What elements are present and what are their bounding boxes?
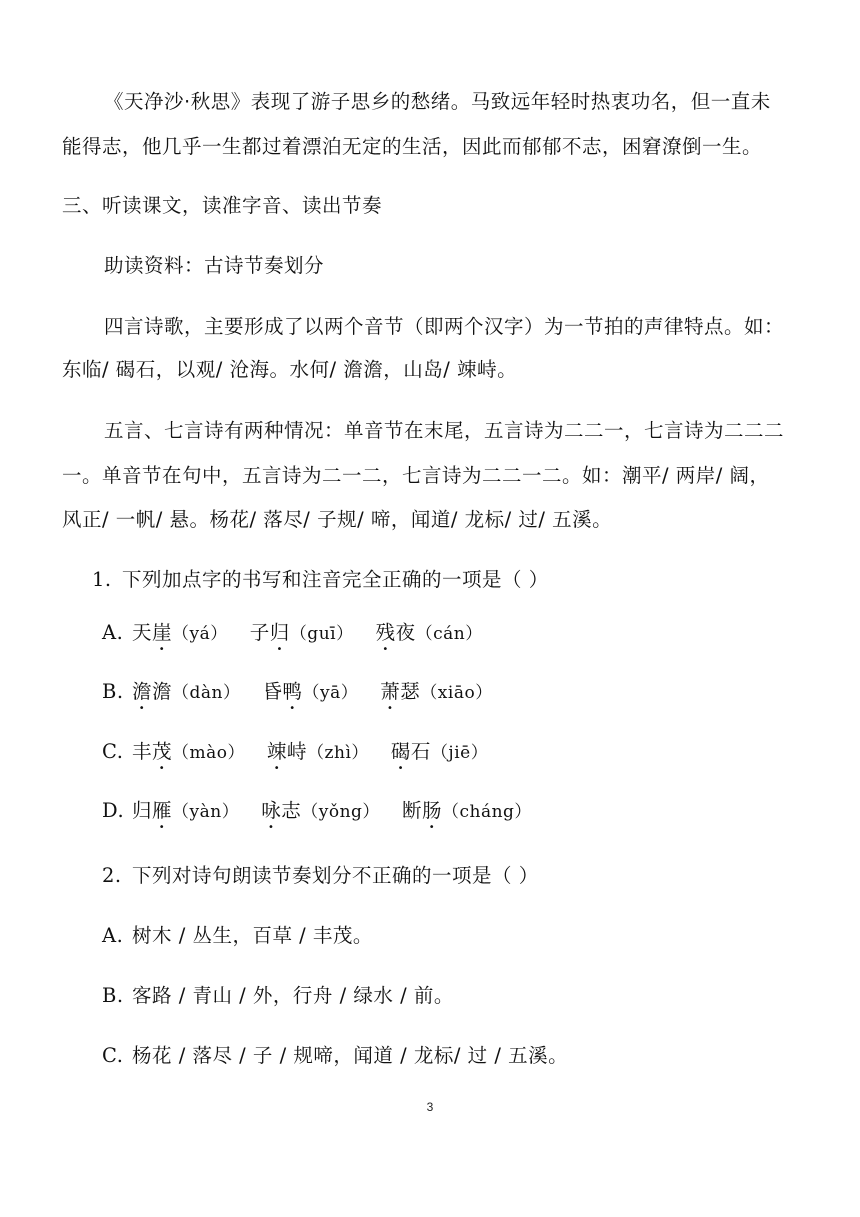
question-1 xyxy=(92,566,549,594)
pinyin: （xiāo） xyxy=(420,683,493,703)
question-1-option-c[interactable] xyxy=(102,738,488,774)
option-word: 夜 xyxy=(395,621,416,644)
option-word: 澹 xyxy=(152,680,173,703)
option-word: 峙 xyxy=(287,740,308,763)
dotted-char: 鸭 xyxy=(282,680,303,703)
dotted-char: 碣 xyxy=(390,740,411,763)
option-word: 石 xyxy=(410,740,431,763)
dotted-char: 雁 xyxy=(152,799,173,822)
question-2-number: 2. xyxy=(102,864,122,887)
pinyin: （cháng） xyxy=(441,802,532,822)
option-label: B. xyxy=(102,680,124,703)
pinyin: （yā） xyxy=(302,683,359,703)
option-label: A. xyxy=(102,621,124,644)
dotted-char: 茂 xyxy=(152,740,173,763)
pinyin: （dàn） xyxy=(172,683,241,703)
option-text: 树木 / 丛生，百草 / 丰茂。 xyxy=(132,924,373,947)
option-word: 瑟 xyxy=(400,680,421,703)
pinyin: （guī） xyxy=(289,624,354,644)
paragraph-five-seven-line-3: 风正/ 一帆/ 悬。杨花/ 落尽/ 子规/ 啼，闻道/ 龙标/ 过/ 五溪。 xyxy=(62,508,613,531)
dotted-char: 竦 xyxy=(267,740,288,763)
dotted-char: 肠 xyxy=(421,799,442,822)
pinyin: （zhì） xyxy=(307,743,369,763)
paragraph-five-seven-line-2: 一。单音节在句中，五言诗为二一二，七言诗为二二一二。如：潮平/ 两岸/ 阔， xyxy=(62,464,770,487)
option-label: C. xyxy=(102,740,124,763)
dotted-char: 咏 xyxy=(261,799,282,822)
option-word: 志 xyxy=(281,799,302,822)
question-2 xyxy=(102,862,539,890)
option-word: 天 xyxy=(132,621,153,644)
section-heading-3: 三、听读课文，读准字音、读出节奏 xyxy=(62,194,383,217)
question-1-text: 下列加点字的书写和注音完全正确的一项是（ ） xyxy=(122,568,549,591)
option-word: 丰 xyxy=(132,740,153,763)
paragraph-intro-line-1: 《天净沙·秋思》表现了游子思乡的愁绪。马致远年轻时热衷功名，但一直未 xyxy=(104,90,771,113)
question-1-number: 1. xyxy=(92,568,112,591)
pinyin: （mào） xyxy=(172,743,246,763)
dotted-char: 澹 xyxy=(132,680,153,703)
pinyin: （yàn） xyxy=(172,802,240,822)
option-label: D. xyxy=(102,799,125,822)
page-number: 3 xyxy=(426,1100,434,1114)
question-2-option-b[interactable] xyxy=(102,982,454,1010)
dotted-char: 归 xyxy=(269,621,290,644)
paragraph-five-seven-line-1: 五言、七言诗有两种情况：单音节在末尾，五言诗为二二一，七言诗为二二二 xyxy=(104,419,785,442)
aid-material-title: 助读资料：古诗节奏划分 xyxy=(104,254,325,277)
question-1-option-a[interactable] xyxy=(102,619,483,655)
option-label: A. xyxy=(102,924,124,947)
dotted-char: 崖 xyxy=(152,621,173,644)
pinyin: （cán） xyxy=(415,624,483,644)
paragraph-intro-line-2: 能得志，他几乎一生都过着漂泊无定的生活，因此而郁郁不志，困窘潦倒一生。 xyxy=(62,135,763,158)
option-word: 子 xyxy=(249,621,270,644)
question-2-option-c[interactable] xyxy=(102,1042,568,1070)
option-text: 客路 / 青山 / 外，行舟 / 绿水 / 前。 xyxy=(132,984,454,1007)
paragraph-four-char-line-2: 东临/ 碣石，以观/ 沧海。水何/ 澹澹，山岛/ 竦峙。 xyxy=(62,358,518,381)
option-word: 昏 xyxy=(262,680,283,703)
option-label: B. xyxy=(102,984,124,1007)
question-2-option-a[interactable] xyxy=(102,922,373,950)
pinyin: （yá） xyxy=(172,624,228,644)
option-word: 归 xyxy=(132,799,153,822)
option-text: 杨花 / 落尽 / 子 / 规啼，闻道 / 龙标/ 过 / 五溪。 xyxy=(132,1044,569,1067)
dotted-char: 残 xyxy=(375,621,396,644)
dotted-char: 萧 xyxy=(380,680,401,703)
question-2-text: 下列对诗句朗读节奏划分不正确的一项是（ ） xyxy=(132,864,539,887)
option-word: 断 xyxy=(401,799,422,822)
question-1-option-d[interactable] xyxy=(102,797,532,833)
pinyin: （yǒng） xyxy=(301,802,380,822)
question-1-option-b[interactable] xyxy=(102,678,493,714)
pinyin: （jiē） xyxy=(430,743,489,763)
option-label: C. xyxy=(102,1044,124,1067)
paragraph-four-char-line-1: 四言诗歌，主要形成了以两个音节（即两个汉字）为一节拍的声律特点。如： xyxy=(104,315,785,338)
